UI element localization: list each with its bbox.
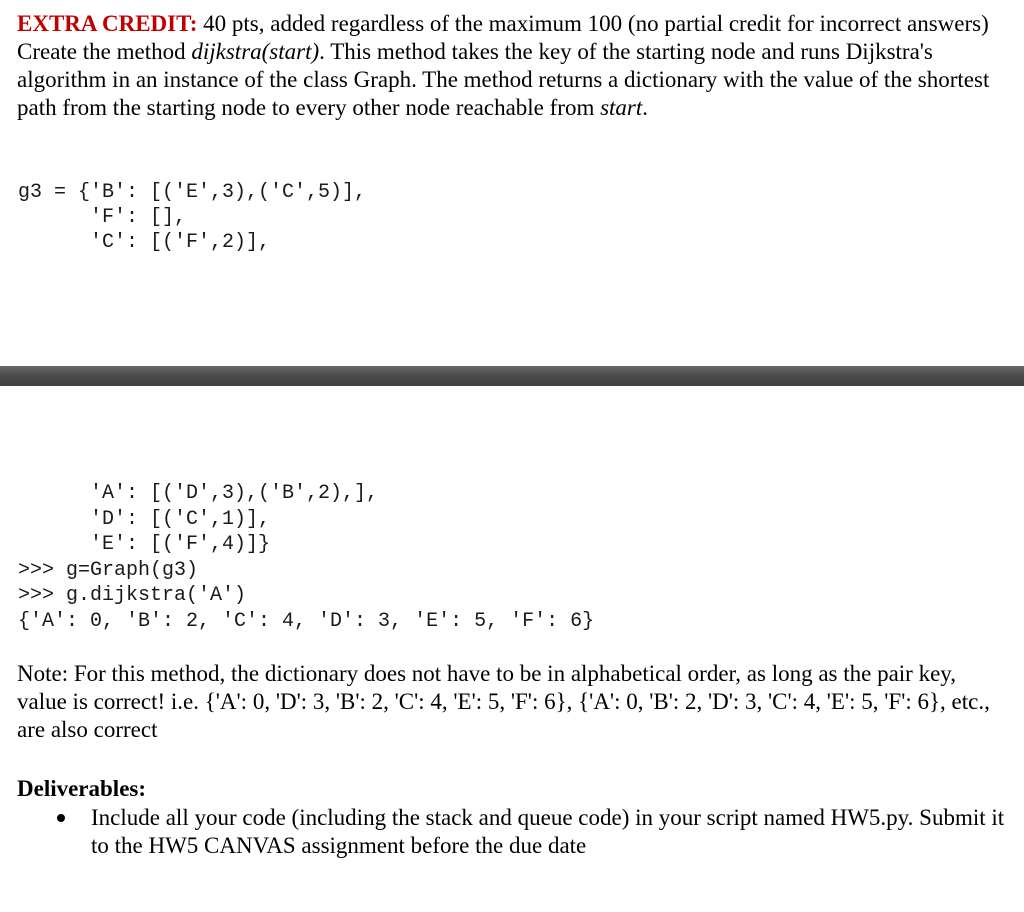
code-line: 'F': [], — [18, 206, 187, 229]
code-block-bottom — [18, 481, 594, 634]
extra-credit-label: EXTRA CREDIT: — [17, 11, 198, 36]
method-description-text-2: . This method takes the key of the starting node and runs Dijkstra's algorithm in an instance of the class Graph. The method returns a dictionary with the value of the shortest path from the starting node to every other node reachable from — [17, 39, 990, 120]
code-line: 'D': [('C',1)], — [18, 507, 271, 531]
deliverables-list — [17, 804, 1007, 860]
method-description-end: . — [642, 95, 649, 120]
code-line: 'E': [('F',4)]} — [18, 533, 271, 556]
code-line: >>> g.dijkstra('A') — [18, 584, 247, 607]
extra-credit-points-text: 40 pts, added regardless of the maximum 100 (no partial credit for incorrect answers) — [197, 11, 989, 36]
deliverables-heading: Deliverables: — [17, 776, 147, 801]
code-line: >>> g=Graph(g3) — [18, 558, 199, 582]
bullet-icon — [57, 814, 65, 822]
method-name: dijkstra(start) — [191, 39, 320, 64]
code-line: g3 = {'B': [('E',3),('C',5)], — [18, 181, 367, 204]
start-word: start — [600, 95, 643, 120]
deliverables-item-text: Include all your code (including the stack and queue code) in your script named HW5.py. Submit it to the HW5 CANVAS assignment before the due date — [91, 805, 1005, 858]
extra-credit-paragraph — [17, 10, 1007, 122]
code-block-top — [18, 180, 366, 255]
screenshot-divider-bar — [0, 366, 1024, 386]
code-line: 'A': [('D',3),('B',2),], — [18, 482, 379, 505]
code-line: {'A': 0, 'B': 2, 'C': 4, 'D': 3, 'E': 5, 'F': 6} — [18, 609, 595, 633]
deliverables-list-item — [17, 804, 1007, 860]
method-description-text: Create the method — [17, 39, 192, 64]
note-paragraph: Note: For this method, the dictionary does not have to be in alphabetical order, as long as the pair key, value is correct! i.e. {'A': 0, 'D': 3, 'B': 2, 'C': 4, 'E': 5, 'F': 6}, {'A': 0, 'B': 2, 'D': 3, 'C': 4, 'E': 5, 'F': 6}, etc., are also correct — [17, 661, 990, 742]
code-line: 'C': [('F',2)], — [18, 231, 271, 254]
